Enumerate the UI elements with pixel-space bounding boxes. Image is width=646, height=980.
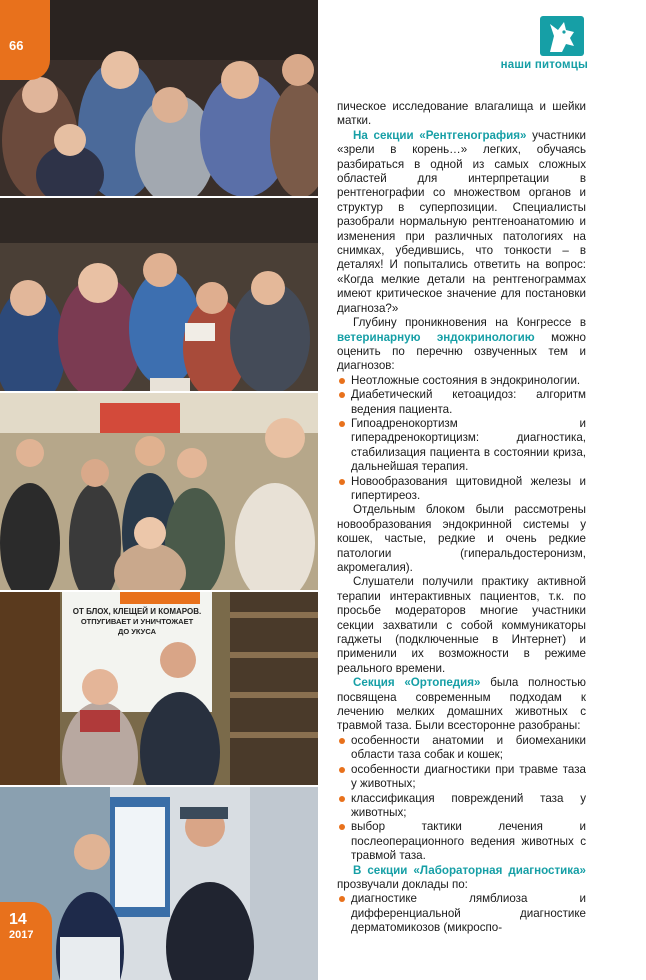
paragraph-text: участники «зрели в корень…» легких, обучаясь разбираться в одной из самых сложных областей для интерпретации в рентгенографии со множеством органов и структур в суперпозиции. Специалисты разобрали нормальную рентгеноанатомию и изменения при различных патологиях на снимках, убедившись, что тонкости – в деталях! И попытались ответить на вопрос: «Когда мелкие детали на рентгенограммах имеют критическое значение для постановки диагноза?» [337, 128, 586, 315]
orthopedics-topics-list [337, 734, 586, 864]
list-item: особенности диагностики при травме таза у животных; [337, 763, 586, 792]
list-item: Диабетический кетоацидоз: алгоритм ведения пациента. [337, 388, 586, 417]
list-item: особенности анатомии и биомеханики области таза собак и кошек; [337, 734, 586, 763]
endocrinology-topics-list [337, 374, 586, 504]
photo-column [0, 0, 318, 980]
paragraph-laboratory [337, 864, 586, 893]
paragraph-orthopedics [337, 676, 586, 734]
section-title: наши питомцы [500, 59, 588, 71]
photo-participants-at-banner [0, 592, 318, 785]
page-number: 66 [9, 38, 24, 53]
photo-audience-listening [0, 198, 318, 391]
paragraph: Отдельным блоком были рассмотрены новообразования эндокринной системы у кошек, частые, редкие и очень редкие патологии (гиперальдостеронизм, акромегалия). [337, 503, 586, 574]
paragraph-radiography [337, 129, 586, 316]
banner-line-2: ОТПУГИВАЕТ И УНИЧТОЖАЕТ [80, 617, 194, 626]
dog-icon [540, 16, 584, 56]
paragraph-text: была полностью посвящена современным подходам к лечению мелких домашних животных с травмой таза. Были всесторонне разобраны: [337, 676, 587, 733]
paragraph: Слушатели получили практику активной терапии интерактивных пациентов, т.к. по просьбе модераторов многие участники секции захватили с собой коммуникаторы гаджеты (подключенные в Интернет) и применили их возможности в режиме реального времени. [337, 575, 586, 675]
paragraph-text: Глубину проникновения на Конгрессе в [353, 316, 586, 330]
article-body [337, 100, 586, 936]
photo-exhibition-hall [0, 393, 318, 590]
highlight-radiography: На секции «Рентгенография» [353, 128, 527, 142]
banner-line-3: ДО УКУСА [117, 627, 157, 636]
paragraph-text: можно оценить по перечню озвученных тем и диагнозов: [337, 330, 586, 373]
paragraph: пическое исследование влагалища и шейки матки. [337, 100, 586, 128]
issue-year: 2017 [9, 929, 34, 941]
list-item: диагностике лямблиоза и дифференциальной диагностике дерматомикозов (микроспо- [337, 892, 586, 935]
section-logo [468, 12, 588, 76]
paragraph-endocrinology [337, 316, 586, 374]
highlight-orthopedics: Секция «Ортопедия» [353, 676, 481, 690]
laboratory-topics-list [337, 892, 586, 935]
list-item: классификация повреждений таза у животных; [337, 792, 586, 821]
paragraph-text: прозвучали доклады по: [337, 877, 468, 891]
issue-number: 14 [9, 911, 27, 928]
banner-line-1: ОТ БЛОХ, КЛЕЩЕЙ И КОМАРОВ. [72, 607, 202, 616]
highlight-laboratory: В секции «Лабораторная диагностика» [353, 863, 586, 877]
page-number-tab [0, 0, 50, 80]
list-item: Гипоадренокортизм и гиперадренокортицизм: диагностика, стабилизация пациента в состоянии криза, дальнейшая терапия. [337, 417, 586, 475]
list-item: Новообразования щитовидной железы и гипертиреоз. [337, 475, 586, 504]
list-item: выбор тактики лечения и послеоперационного ведения животных с травмой таза. [337, 820, 586, 863]
highlight-endocrinology: ветеринарную эндокринологию [337, 330, 535, 344]
issue-tab [0, 902, 52, 980]
list-item: Неотложные состояния в эндокринологии. [337, 374, 586, 388]
